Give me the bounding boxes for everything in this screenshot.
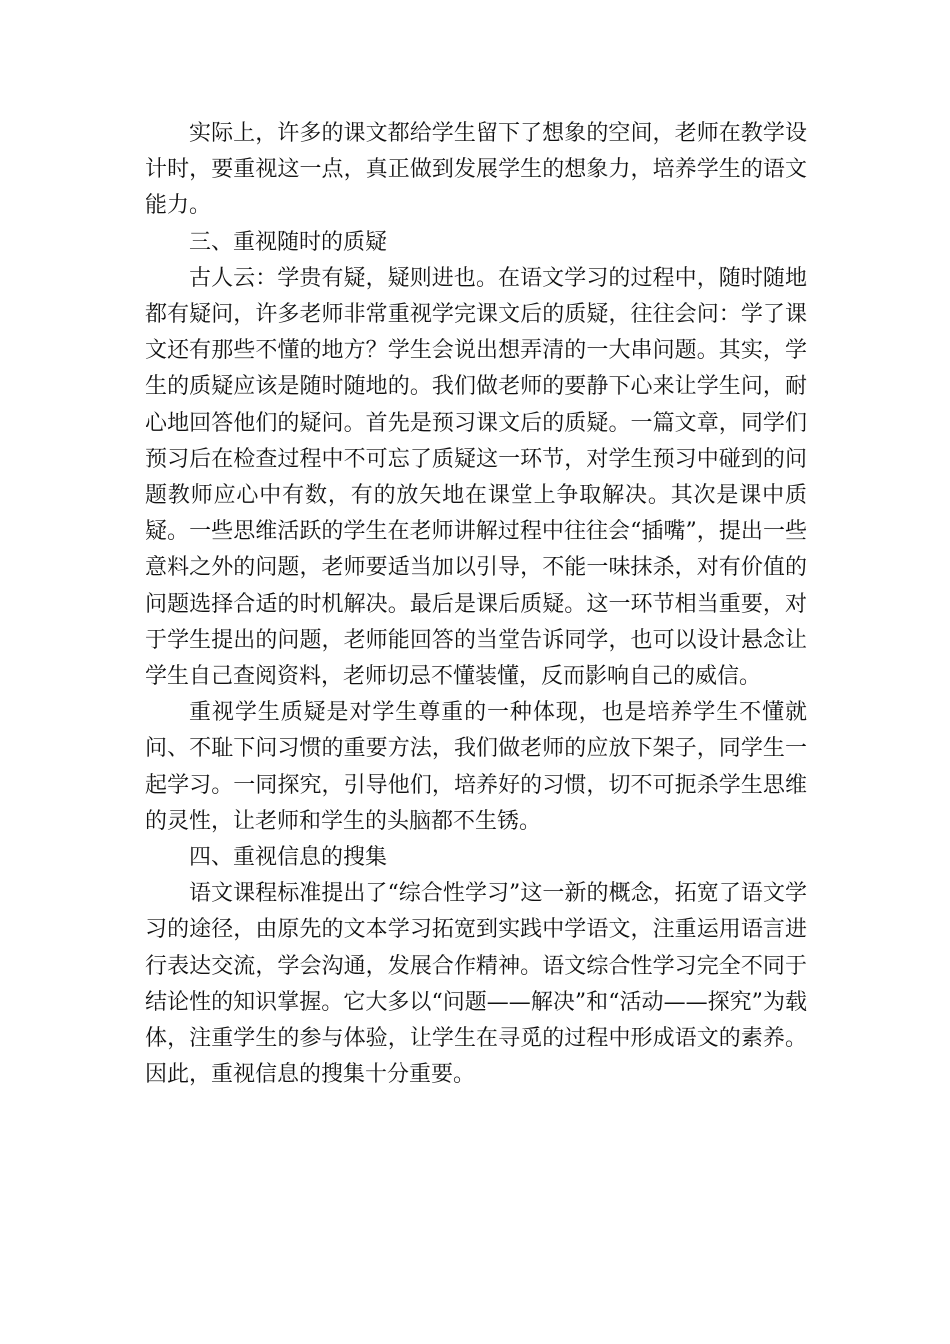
- section-heading-information: 四、重视信息的搜集: [189, 845, 388, 871]
- paragraph-questioning-process: 古人云：学贵有疑，疑则进也。在语文学习的过程中，随时随地都有疑问，许多老师非常重视学完课文后的质疑，往往会问：学了课文还有那些不懂的地方？学生会说出想弄清的一大串问题。其实，学生的质疑应该是随时随地的。我们做老师的要静下心来让学生问，耐心地回答他们的疑问。首先是预习课文后的质疑。一篇文章，同学们预习后在检查过程中不可忘了质疑这一环节，对学生预习中碰到的问题教师应心中有数，有的放矢地在课堂上争取解决。其次是课中质疑。一些思维活跃的学生在老师讲解过程中往往会“插嘴”，提出一些意料之外的问题，老师要适当加以引导，不能一味抹杀，对有价值的问题选择合适的时机解决。最后是课后质疑。这一环节相当重要，对于学生提出的问题，老师能回答的当堂告诉同学，也可以设计悬念让学生自己查阅资料，老师切忌不懂装懂，反而影响自己的威信。: [145, 265, 807, 690]
- paragraph-respect-students: 重视学生质疑是对学生尊重的一种体现，也是培养学生不懂就问、不耻下问习惯的重要方法，我们做老师的应放下架子，同学生一起学习。一同探究，引导他们，培养好的习惯，切不可扼杀学生思维的灵性，让老师和学生的头脑都不生锈。: [145, 700, 807, 834]
- paragraph-comprehensive-learning: 语文课程标准提出了“综合性学习”这一新的概念，拓宽了语文学习的途径，由原先的文本学习拓宽到实践中学语文，注重运用语言进行表达交流，学会沟通，发展合作精神。语文综合性学习完全不同于结论性的知识掌握。它大多以“问题——解决”和“活动——探究”为载体，注重学生的参与体验，让学生在寻觅的过程中形成语文的素养。因此，重视信息的搜集十分重要。: [145, 881, 807, 1088]
- section-heading-questioning: 三、重视随时的质疑: [189, 229, 388, 255]
- document-page: [145, 116, 807, 1093]
- paragraph-imagination-space: 实际上，许多的课文都给学生留下了想象的空间，老师在教学设计时，要重视这一点，真正做到发展学生的想象力，培养学生的语文能力。: [145, 121, 807, 219]
